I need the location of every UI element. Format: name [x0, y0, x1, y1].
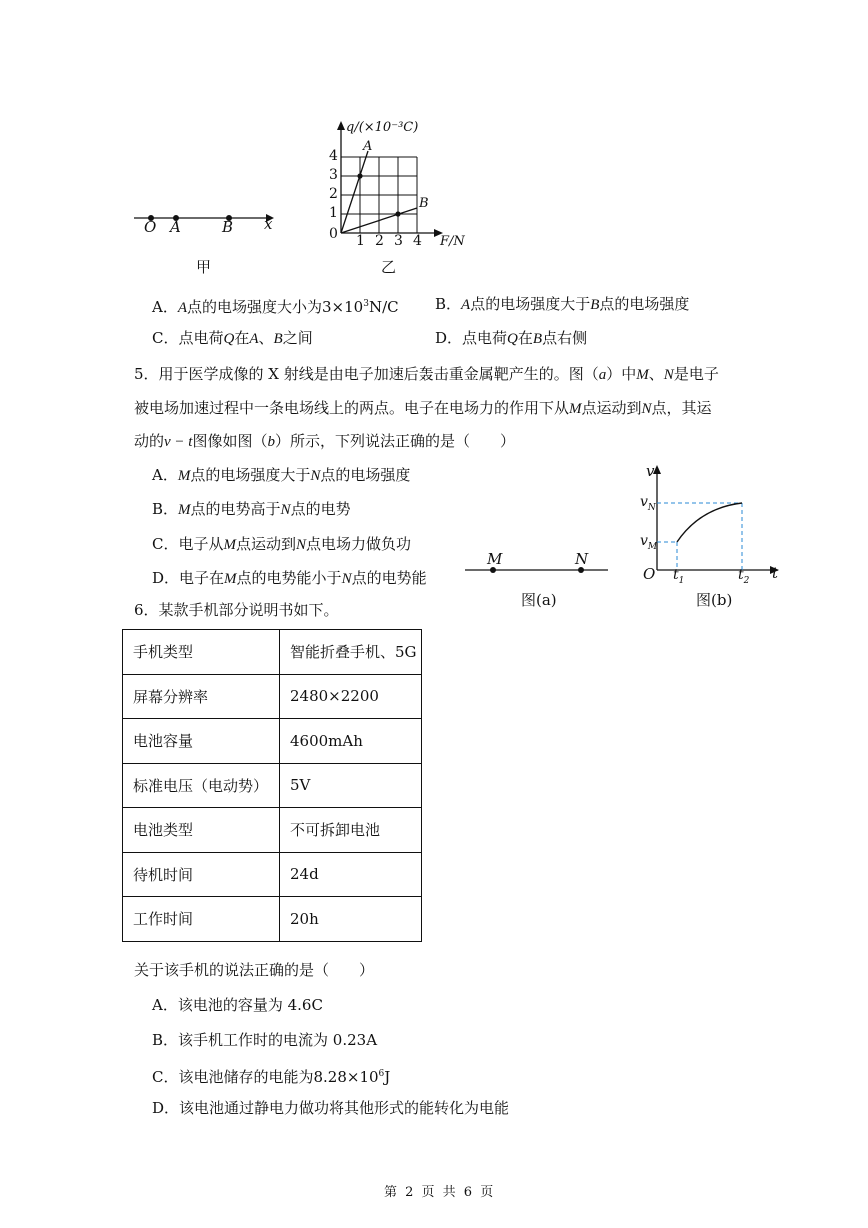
q6-option-b[interactable]: B．该手机工作时的电流为 0.23A: [152, 1031, 378, 1049]
q6-option-c[interactable]: C．该电池储存的电能为$8.28\times 10^6J$: [152, 1068, 391, 1086]
table-cell: 电池容量: [123, 719, 280, 764]
table-row: [123, 808, 422, 853]
table-cell: 24d: [280, 852, 422, 897]
table-cell: 标准电压（电动势）: [123, 763, 280, 808]
figure-b-vt-graph: [640, 460, 790, 580]
fig-yi-x-tick-1: 1: [356, 233, 365, 249]
fig-yi-x-tick-4: 4: [413, 233, 422, 249]
fig-jia-point-a-label: A: [170, 218, 181, 236]
table-cell: 智能折叠手机、5G: [280, 630, 422, 675]
q5-option-a[interactable]: A．M点的电场强度大于N点的电场强度: [152, 466, 411, 484]
figure-a-field-line: [460, 560, 620, 580]
q6-option-a[interactable]: A．该电池的容量为 4.6C: [152, 996, 323, 1014]
fig-yi-y-axis-label: q/(×10⁻³C): [346, 120, 419, 135]
fig-jia-point-b-label: B: [222, 218, 234, 236]
q5-stem-line-2: 被电场加速过程中一条电场线上的两点。电子在电场力的作用下从M点运动到N点，其运: [134, 399, 712, 417]
table-cell: 4600mAh: [280, 719, 422, 764]
table-cell: 20h: [280, 897, 422, 942]
table-cell: 2480×2200: [280, 674, 422, 719]
figure-yi-graph: [320, 118, 480, 248]
fig-yi-x-tick-3: 3: [394, 233, 403, 249]
fig-b-caption: 图(b): [696, 591, 733, 609]
fig-b-t2-label: $t_2$: [738, 567, 750, 586]
fig-a-caption: 图(a): [521, 591, 557, 609]
fig-b-origin-label: O: [643, 565, 656, 583]
q5-option-b[interactable]: B．M点的电势高于N点的电势: [152, 500, 351, 518]
fig-b-x-label: t: [772, 564, 779, 582]
fig-a-point-m: M: [487, 550, 503, 568]
fig-yi-y-tick-4: 4: [329, 148, 338, 164]
table-cell: 电池类型: [123, 808, 280, 853]
q4-option-b[interactable]: B．A点的电场强度大于B点的电场强度: [435, 295, 690, 313]
fig-yi-caption: 乙: [381, 258, 397, 276]
fig-yi-line-b-label: B: [419, 196, 429, 211]
q4-option-d[interactable]: D．点电荷Q在B点右侧: [435, 329, 588, 347]
table-cell: 屏幕分辨率: [123, 674, 280, 719]
fig-a-point-n: N: [575, 550, 589, 568]
fig-b-vm-label: $v_M$: [640, 533, 658, 552]
fig-b-y-label: v: [646, 462, 655, 480]
table-row: [123, 763, 422, 808]
fig-yi-line-a-label: A: [363, 139, 373, 154]
fig-yi-y-tick-3: 3: [329, 167, 338, 183]
q5-option-c[interactable]: C．电子从M点运动到N点电场力做负功: [152, 535, 412, 553]
table-cell: 工作时间: [123, 897, 280, 942]
fig-jia-axis-label: x: [264, 215, 273, 233]
q5-option-d[interactable]: D．电子在M点的电势能小于N点的电势能: [152, 569, 427, 587]
q4-option-c[interactable]: C．点电荷Q在A、B之间: [152, 329, 313, 347]
q6-option-d[interactable]: D．该电池通过静电力做功将其他形式的能转化为电能: [152, 1099, 510, 1117]
q6-question: 关于该手机的说法正确的是（ ）: [134, 961, 375, 979]
fig-yi-origin-label: 0: [329, 226, 338, 242]
page-footer: 第 2 页 共 6 页: [384, 1185, 496, 1200]
spec-table: [122, 629, 422, 942]
table-row: [123, 674, 422, 719]
table-row: [123, 630, 422, 675]
fig-b-t1-label: $t_1$: [673, 567, 685, 586]
q6-intro: 6．某款手机部分说明书如下。: [134, 601, 339, 619]
fig-yi-x-axis-label: F/N: [440, 234, 465, 249]
fig-yi-y-tick-2: 2: [329, 186, 338, 202]
q4-option-a[interactable]: A．A点的电场强度大小为$3\times 10^3N/C$: [152, 298, 399, 316]
table-cell: 手机类型: [123, 630, 280, 675]
fig-jia-origin-label: O: [144, 218, 157, 236]
table-cell: 不可拆卸电池: [280, 808, 422, 853]
q5-stem-line-1: 5．用于医学成像的 X 射线是由电子加速后轰击重金属靶产生的。图（a）中M、N是电子: [134, 365, 719, 383]
fig-yi-y-tick-1: 1: [329, 205, 338, 221]
fig-yi-x-tick-2: 2: [375, 233, 384, 249]
table-cell: 待机时间: [123, 852, 280, 897]
fig-b-vn-label: $v_N$: [640, 494, 656, 513]
table-row: [123, 719, 422, 764]
table-cell: 5V: [280, 763, 422, 808]
table-row: [123, 852, 422, 897]
table-row: [123, 897, 422, 942]
fig-jia-caption: 甲: [196, 258, 212, 276]
q5-stem-line-3: 动的v − t图像如图（b）所示，下列说法正确的是（ ）: [134, 432, 515, 450]
